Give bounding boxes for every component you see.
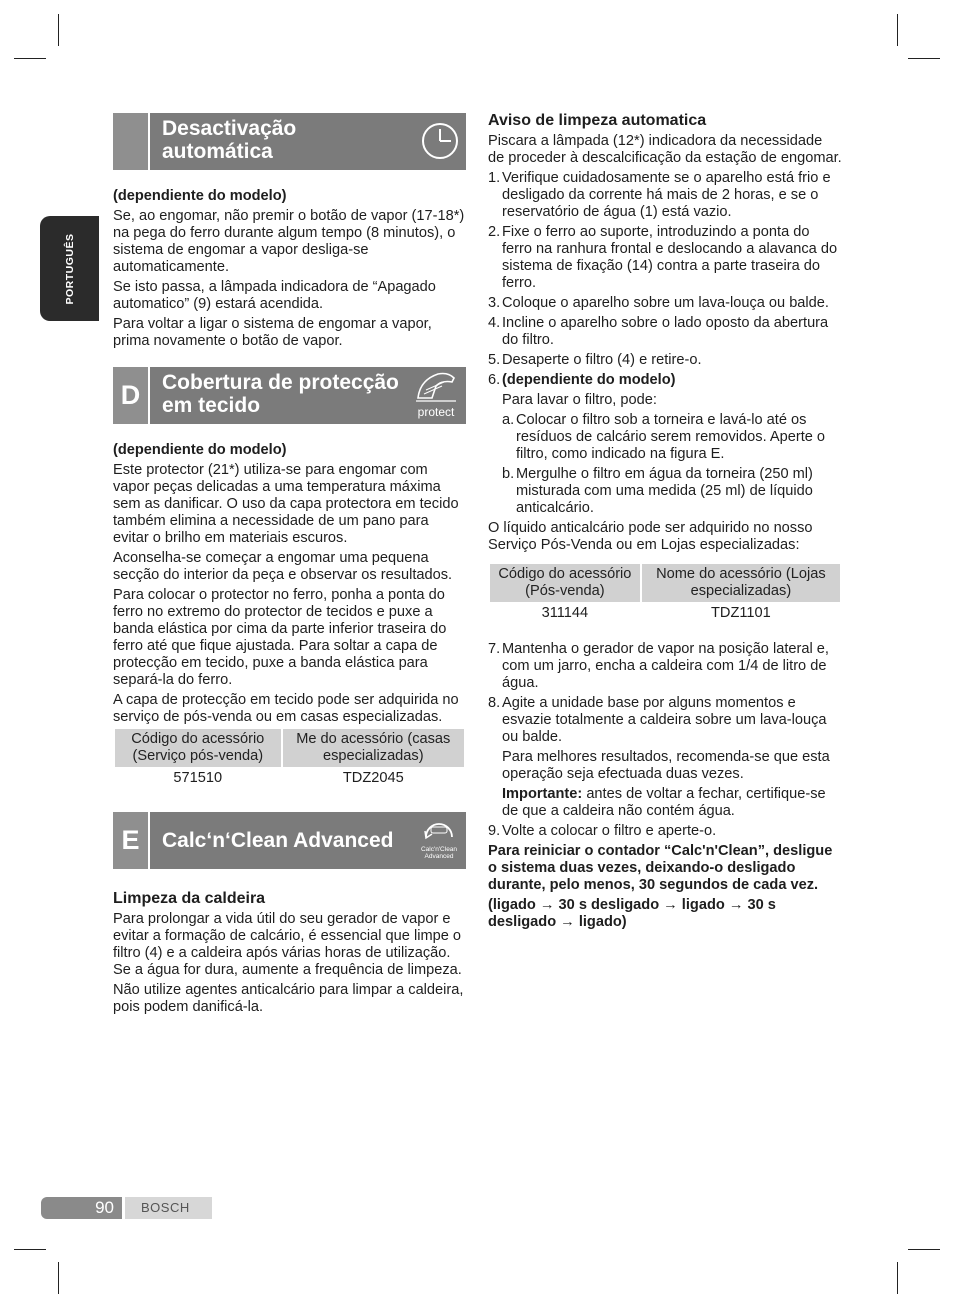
reset-note: Para reiniciar o contador “Calc'n'Clean”, desligue o sistema duas vezes, deixando-o desligado durante, pelo menos, 30 segundos de cada vez.	[488, 843, 833, 893]
section-header-auto-off	[113, 113, 466, 170]
iron-protect-icon	[412, 370, 460, 425]
paragraph: Para voltar a ligar o sistema de engomar a vapor, prima novamente o botão de vapor.	[113, 316, 432, 349]
paragraph: Não utilize agentes anticalcário para limpar a caldeira, pois podem danificá-la.	[113, 982, 464, 1015]
list-item: 8. Agite a unidade base por alguns momentos e esvazie totalmente a caldeira sobre um lava-louça ou balde.	[488, 695, 827, 745]
calc-n-clean-icon	[416, 815, 462, 870]
steps-list	[488, 823, 842, 840]
list-item: 6. (dependiente do modelo)	[488, 372, 676, 388]
paragraph: O líquido anticalcário pode ser adquirido no nosso Serviço Pós-Venda ou em Lojas especializadas:	[488, 520, 813, 553]
steps-list	[488, 641, 842, 746]
crop-mark	[908, 58, 940, 59]
section-header-calc-clean	[113, 812, 466, 869]
brand-label: BOSCH	[125, 1197, 212, 1219]
paragraph: Se, ao engomar, não premir o botão de vapor (17-18*) na pega do ferro durante algum tempo (8 minutos), o sistema de engomar a vapor desliga-se automaticamente.	[113, 208, 465, 275]
table-header: Nome do acessório (Lojas especializadas)	[642, 564, 840, 602]
table-header: Código do acessório (Serviço pós-venda)	[115, 729, 281, 767]
paragraph: Para prolongar a vida útil do seu gerador de vapor e evitar a formação de calcário, é essencial que limpe o filtro (4) e a caldeira após várias horas de utilização. Se a água for dura, aumente a frequência de limpeza.	[113, 911, 462, 978]
list-item: 2. Fixe o ferro ao suporte, introduzindo a ponta do ferro na ranhura frontal e deslocando a alavanca do sistema de fixação (14) contra a parte traseira do ferro.	[488, 224, 838, 291]
section-title: Calc‘n‘Clean Advanced	[162, 829, 394, 852]
table-row	[115, 767, 464, 790]
table-cell: 311144	[541, 605, 589, 621]
clock-icon	[420, 120, 460, 167]
section-title-bar	[150, 113, 466, 170]
list-item: 3. Coloque o aparelho sobre um lava-louça ou balde.	[488, 295, 829, 311]
accessory-table	[113, 729, 466, 790]
list-item: 5. Desaperte o filtro (4) e retire-o.	[488, 352, 702, 368]
list-item: b. Mergulhe o filtro em água da torneira (250 ml) misturada com uma medida (25 ml) de líquido anticalcário.	[502, 466, 813, 516]
page-number: 90	[41, 1197, 122, 1219]
crop-mark	[14, 1249, 46, 1250]
section-header-protect	[113, 367, 466, 424]
paragraph: Se isto passa, a lâmpada indicadora de “Apagado automatico” (9) estará acendida.	[113, 279, 436, 312]
icon-label: protect	[417, 405, 455, 419]
table-cell: TDZ1101	[711, 605, 771, 621]
table-cell: 571510	[173, 770, 223, 786]
right-column	[488, 111, 842, 934]
table-row	[490, 602, 840, 625]
paragraph: Este protector (21*) utiliza-se para engomar com vapor peças delicadas a uma temperatura máxima sem as danificar. O uso da capa protectora em tecido também elimina a necessidade de um pano para evitar o brilho em materiais escuros.	[113, 462, 459, 546]
list-item: 9. Volte a colocar o filtro e aperte-o.	[488, 823, 717, 839]
section-title: Cobertura de protecção em tecido	[162, 371, 399, 417]
crop-mark	[897, 1262, 898, 1294]
paragraph: Importante: antes de voltar a fechar, certifique-se de que a caldeira não contém água.	[502, 786, 826, 819]
list-item: a. Colocar o filtro sob a torneira e lavá-lo até os resíduos de calcário serem removidos. Aperte o filtro, como indicado na figura E.	[502, 412, 826, 462]
section-letter: E	[113, 812, 148, 869]
steps-list	[488, 170, 842, 389]
paragraph: Para lavar o filtro, pode:	[502, 392, 657, 408]
crop-mark	[897, 14, 898, 46]
language-tab	[40, 216, 99, 321]
model-note: (dependiente do modelo)	[113, 188, 287, 204]
icon-label: Calc'n'Clean	[420, 846, 458, 853]
paragraph: Aconselha-se começar a engomar uma pequena secção do interior da peça e observar os resultados.	[113, 550, 453, 583]
section-title-bar	[150, 812, 466, 869]
paragraph: A capa de protecção em tecido pode ser adquirida no serviço de pós-venda ou em casas especializadas.	[113, 692, 459, 725]
section-letter: D	[113, 367, 148, 424]
crop-mark	[14, 58, 46, 59]
accessory-table	[488, 564, 842, 625]
table-header: Me do acessório (casas especializadas)	[283, 729, 464, 767]
crop-mark	[908, 1249, 940, 1250]
subheading: Aviso de limpeza automatica	[488, 112, 707, 129]
reset-sequence: (ligado → 30 s desligado → ligado → 30 s desligado → ligado)	[488, 897, 776, 930]
section-letter	[113, 113, 148, 170]
crop-mark	[58, 14, 59, 46]
list-item: 4. Incline o aparelho sobre o lado oposto da abertura do filtro.	[488, 315, 829, 348]
list-item: 7. Mantenha o gerador de vapor na posição lateral e, com um jarro, encha a caldeira com 1/4 de litro de água.	[488, 641, 829, 691]
table-cell: TDZ2045	[342, 770, 404, 786]
paragraph: Para melhores resultados, recomenda-se que esta operação seja efectuada duas vezes.	[502, 749, 830, 782]
language-tab-label: PORTUGUÊS	[63, 232, 76, 305]
subheading: Limpeza da caldeira	[113, 890, 266, 907]
section-title: Desactivação automática	[162, 117, 297, 163]
paragraph: Para colocar o protector no ferro, ponha a ponta do ferro no extremo do protector de tecidos e puxe a banda elástica por cima da parte inferior traseira do ferro até que fique ajustada. Para soltar a capa de protecção em tecido, puxe a banda elástica para separá-la do ferro.	[113, 587, 447, 688]
crop-mark	[58, 1262, 59, 1294]
model-note: (dependiente do modelo)	[113, 442, 287, 458]
list-item: 1. Verifique cuidadosamente se o aparelho está frio e desligado da corrente há mais de 2 horas, e se o reservatório de água (1) está vazio.	[488, 170, 831, 220]
icon-label: Advanced	[424, 853, 454, 860]
left-column	[113, 113, 466, 1019]
section-title-bar	[150, 367, 466, 424]
paragraph: Piscara a lâmpada (12*) indicadora da necessidade de proceder à descalcificação da estação de engomar.	[488, 133, 842, 166]
table-header: Código do acessório (Pós-venda)	[490, 564, 640, 602]
